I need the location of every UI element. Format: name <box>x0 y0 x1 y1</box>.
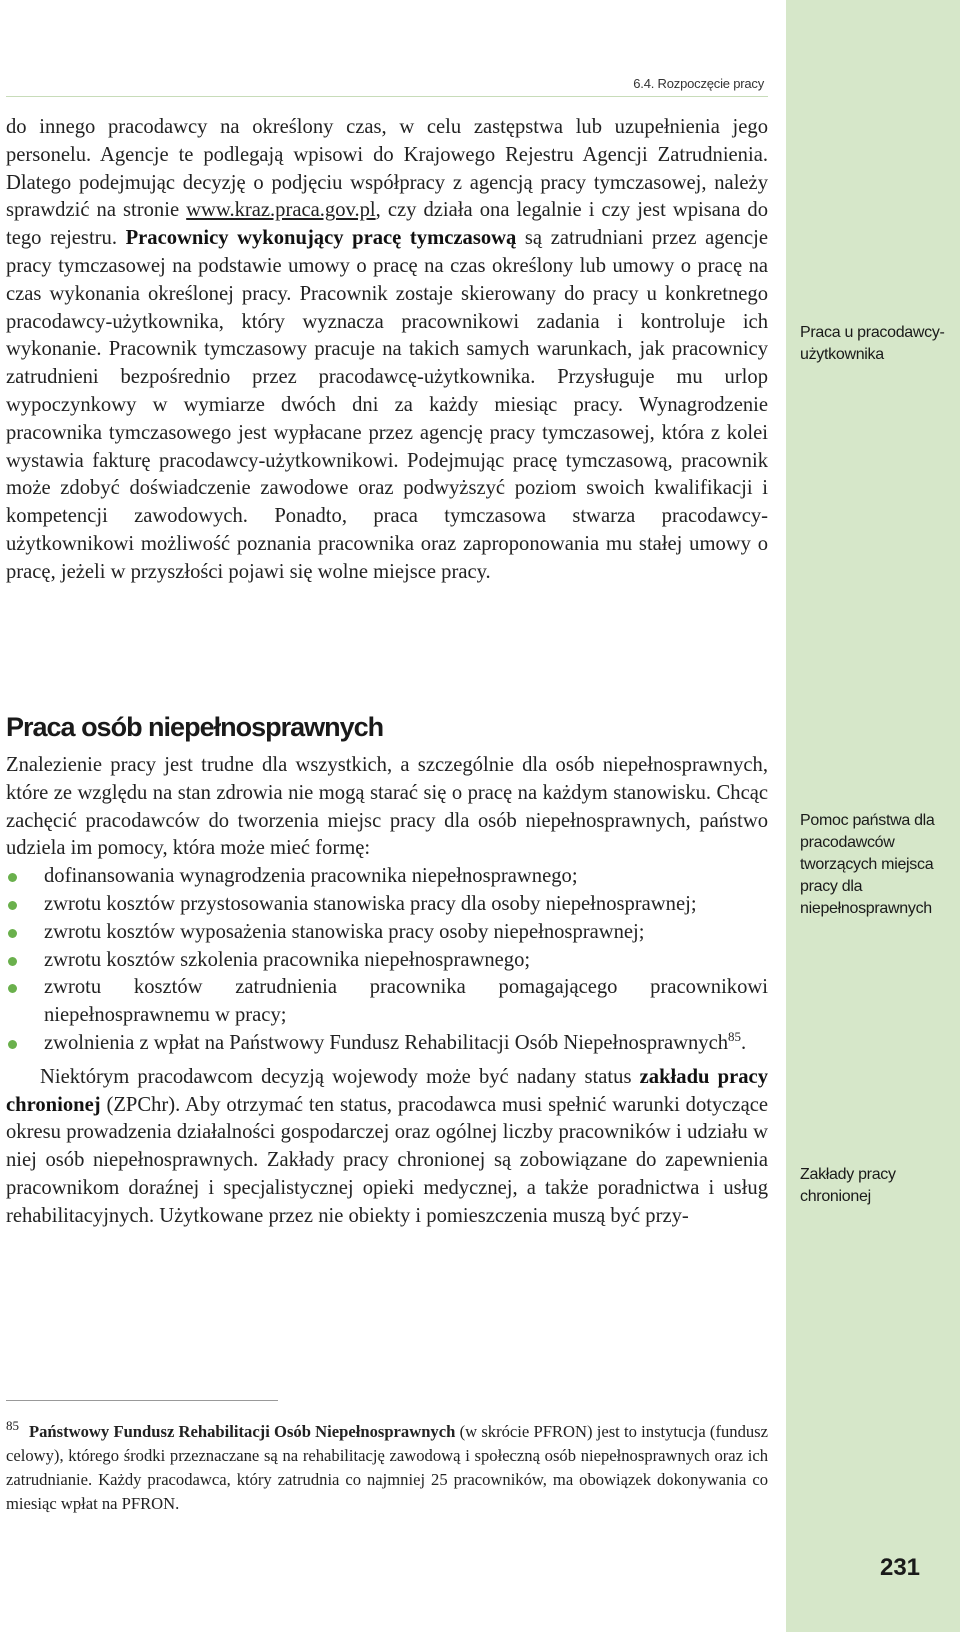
temporary-work-paragraph: do innego pracodawcy na określony czas, w celu zastępstwa lub uzupełnienia jego personelu. Agencje te podlegają wpisowi do Krajowego Rejestru Agencji Zatrudnienia. Dlatego podejmując decyzję o podjęciu współpracy z agencją pracy tymczasowej, należy sprawdzić na stronie www.kraz.praca.gov.pl, czy działa ona legalnie i czy jest wpisana do tego rejestru. Pracownicy wykonujący pracę tymczasową są zatrudniani przez agencje pracy tymczasowej na podstawie umowy o pracę na czas określony lub umowy o pracę na czas wykonania określonej pracy. Pracownik zostaje skierowany do pracy u konkretnego pracodawcy-użytkownika, który wyznacza pracownikowi zadania i kontroluje ich wykonanie. Pracownik tymczasowy pracuje na takich samych warunkach, jak pracownicy zatrudnieni bezpośrednio przez pracodawcę-użytkownika. Przysługuje mu urlop wypoczynkowy w wymiarze dwóch dni za każdy miesiąc pracy. Wynagrodzenie pracownika tymczasowego jest wypłacane przez agencję pracy tymczasowej, która z kolei wystawia fakturę pracodawcy-użytkownikowi. Podejmując pracę tymczasową, pracownik może zdobyć doświadczenie zawodowe oraz podwyższyć poziom swoich kwalifikacji i kompetencji zawodowych. Ponadto, praca tymczasowa stwarza pracodawcy-użytkownikowi możliwość poznania pracownika oraz zaproponowania mu stałej umowy o pracę, jeżeli w przyszłości pojawi się wolne miejsce pracy. <box>6 116 768 583</box>
running-title: 6.4. Rozpoczęcie pracy <box>633 76 764 91</box>
footnote-bold: Państwowy Fundusz Rehabilitacji Osób Niepełnosprawnych <box>29 1422 456 1441</box>
side-note-state-aid: Pomoc państwa dla pracodawców tworzących miejsca pracy dla niepełnosprawnych <box>800 812 935 917</box>
section-disabled-work <box>6 752 768 1231</box>
support-forms-list <box>6 863 768 1058</box>
bold-term: zakładu pracy chronionej <box>6 1065 768 1116</box>
list-item: zwolnienia z wpłat na Państwowy Fundusz Rehabilitacji Osób Niepełnosprawnych$^{85}$. <box>6 1030 768 1058</box>
section-temporary-work <box>6 114 768 587</box>
section-heading: Praca osób niepełnosprawnych <box>6 712 384 742</box>
kraz-link[interactable]: www.kraz.praca.gov.pl <box>186 199 376 222</box>
side-note-temporary-work: Praca u pracodawcy-użytkownika <box>800 324 945 363</box>
intro-paragraph: Znalezienie pracy jest trudne dla wszystkich, a szczególnie dla osób niepełnosprawnych, które ze względu na stan zdrowia nie mogą starać się o pracę na każdym stanowisku. Chcąc zachęcić pracodawców do tworzenia miejsc pracy dla osób niepełnosprawnych, państwo udziela im pomocy, która może mieć formę: <box>6 754 768 860</box>
list-item: zwrotu kosztów przystosowania stanowiska pracy dla osoby niepełnosprawnej; <box>6 891 768 919</box>
bold-term: Pracownicy wykonujący pracę tymczasową <box>125 227 517 250</box>
list-item: dofinansowania wynagrodzenia pracownika niepełnosprawnego; <box>6 863 768 891</box>
protected-work-paragraph: Niektórym pracodawcom decyzją wojewody może być nadany status zakładu pracy chronionej (ZPChr). Aby otrzymać ten status, pracodawca musi spełnić warunki dotyczące okresu prowadzenia działalności gospodarczej oraz ogólnej liczby pracowników i udziału w niej osób niepełnosprawnych. Zakłady pracy chronionej są zobowiązane do zapewnienia pracownikom doraźnej i specjalistycznej opieki medycznej, a także poradnictwa i usług rehabilitacyjnych. Użytkowane przez nie obiekty i pomieszczenia muszą być przy- <box>6 1065 768 1227</box>
page-number: 231 <box>879 1554 921 1581</box>
header-rule <box>6 96 768 97</box>
list-item: zwrotu kosztów wyposażenia stanowiska pracy osoby niepełnosprawnej; <box>6 919 768 947</box>
footnote-number: 85 <box>6 1418 19 1433</box>
list-item: zwrotu kosztów zatrudnienia pracownika pomagającego pracownikowi niepełnosprawnemu w pracy; <box>6 974 768 1030</box>
list-item: zwrotu kosztów szkolenia pracownika niepełnosprawnego; <box>6 947 768 975</box>
footnote-ref[interactable]: 85 <box>728 1029 742 1045</box>
footnote: $^{85}$ Państwowy Fundusz Rehabilitacji Osób Niepełnosprawnych (w skrócie PFRON) jest to instytucja (fundusz celowy), którego środki przeznaczane są na rehabilitację zawodową i społeczną osób niepełnosprawnych oraz ich zatrudnianie. Każdy pracodawca, który zatrudnia co najmniej 25 pracowników, ma obowiązek dokonywania co miesiąc wpłat na PFRON. <box>6 1418 768 1513</box>
side-note-protected-work: Zakłady pracy chronionej <box>800 1166 896 1205</box>
footnote-rule <box>6 1400 278 1401</box>
